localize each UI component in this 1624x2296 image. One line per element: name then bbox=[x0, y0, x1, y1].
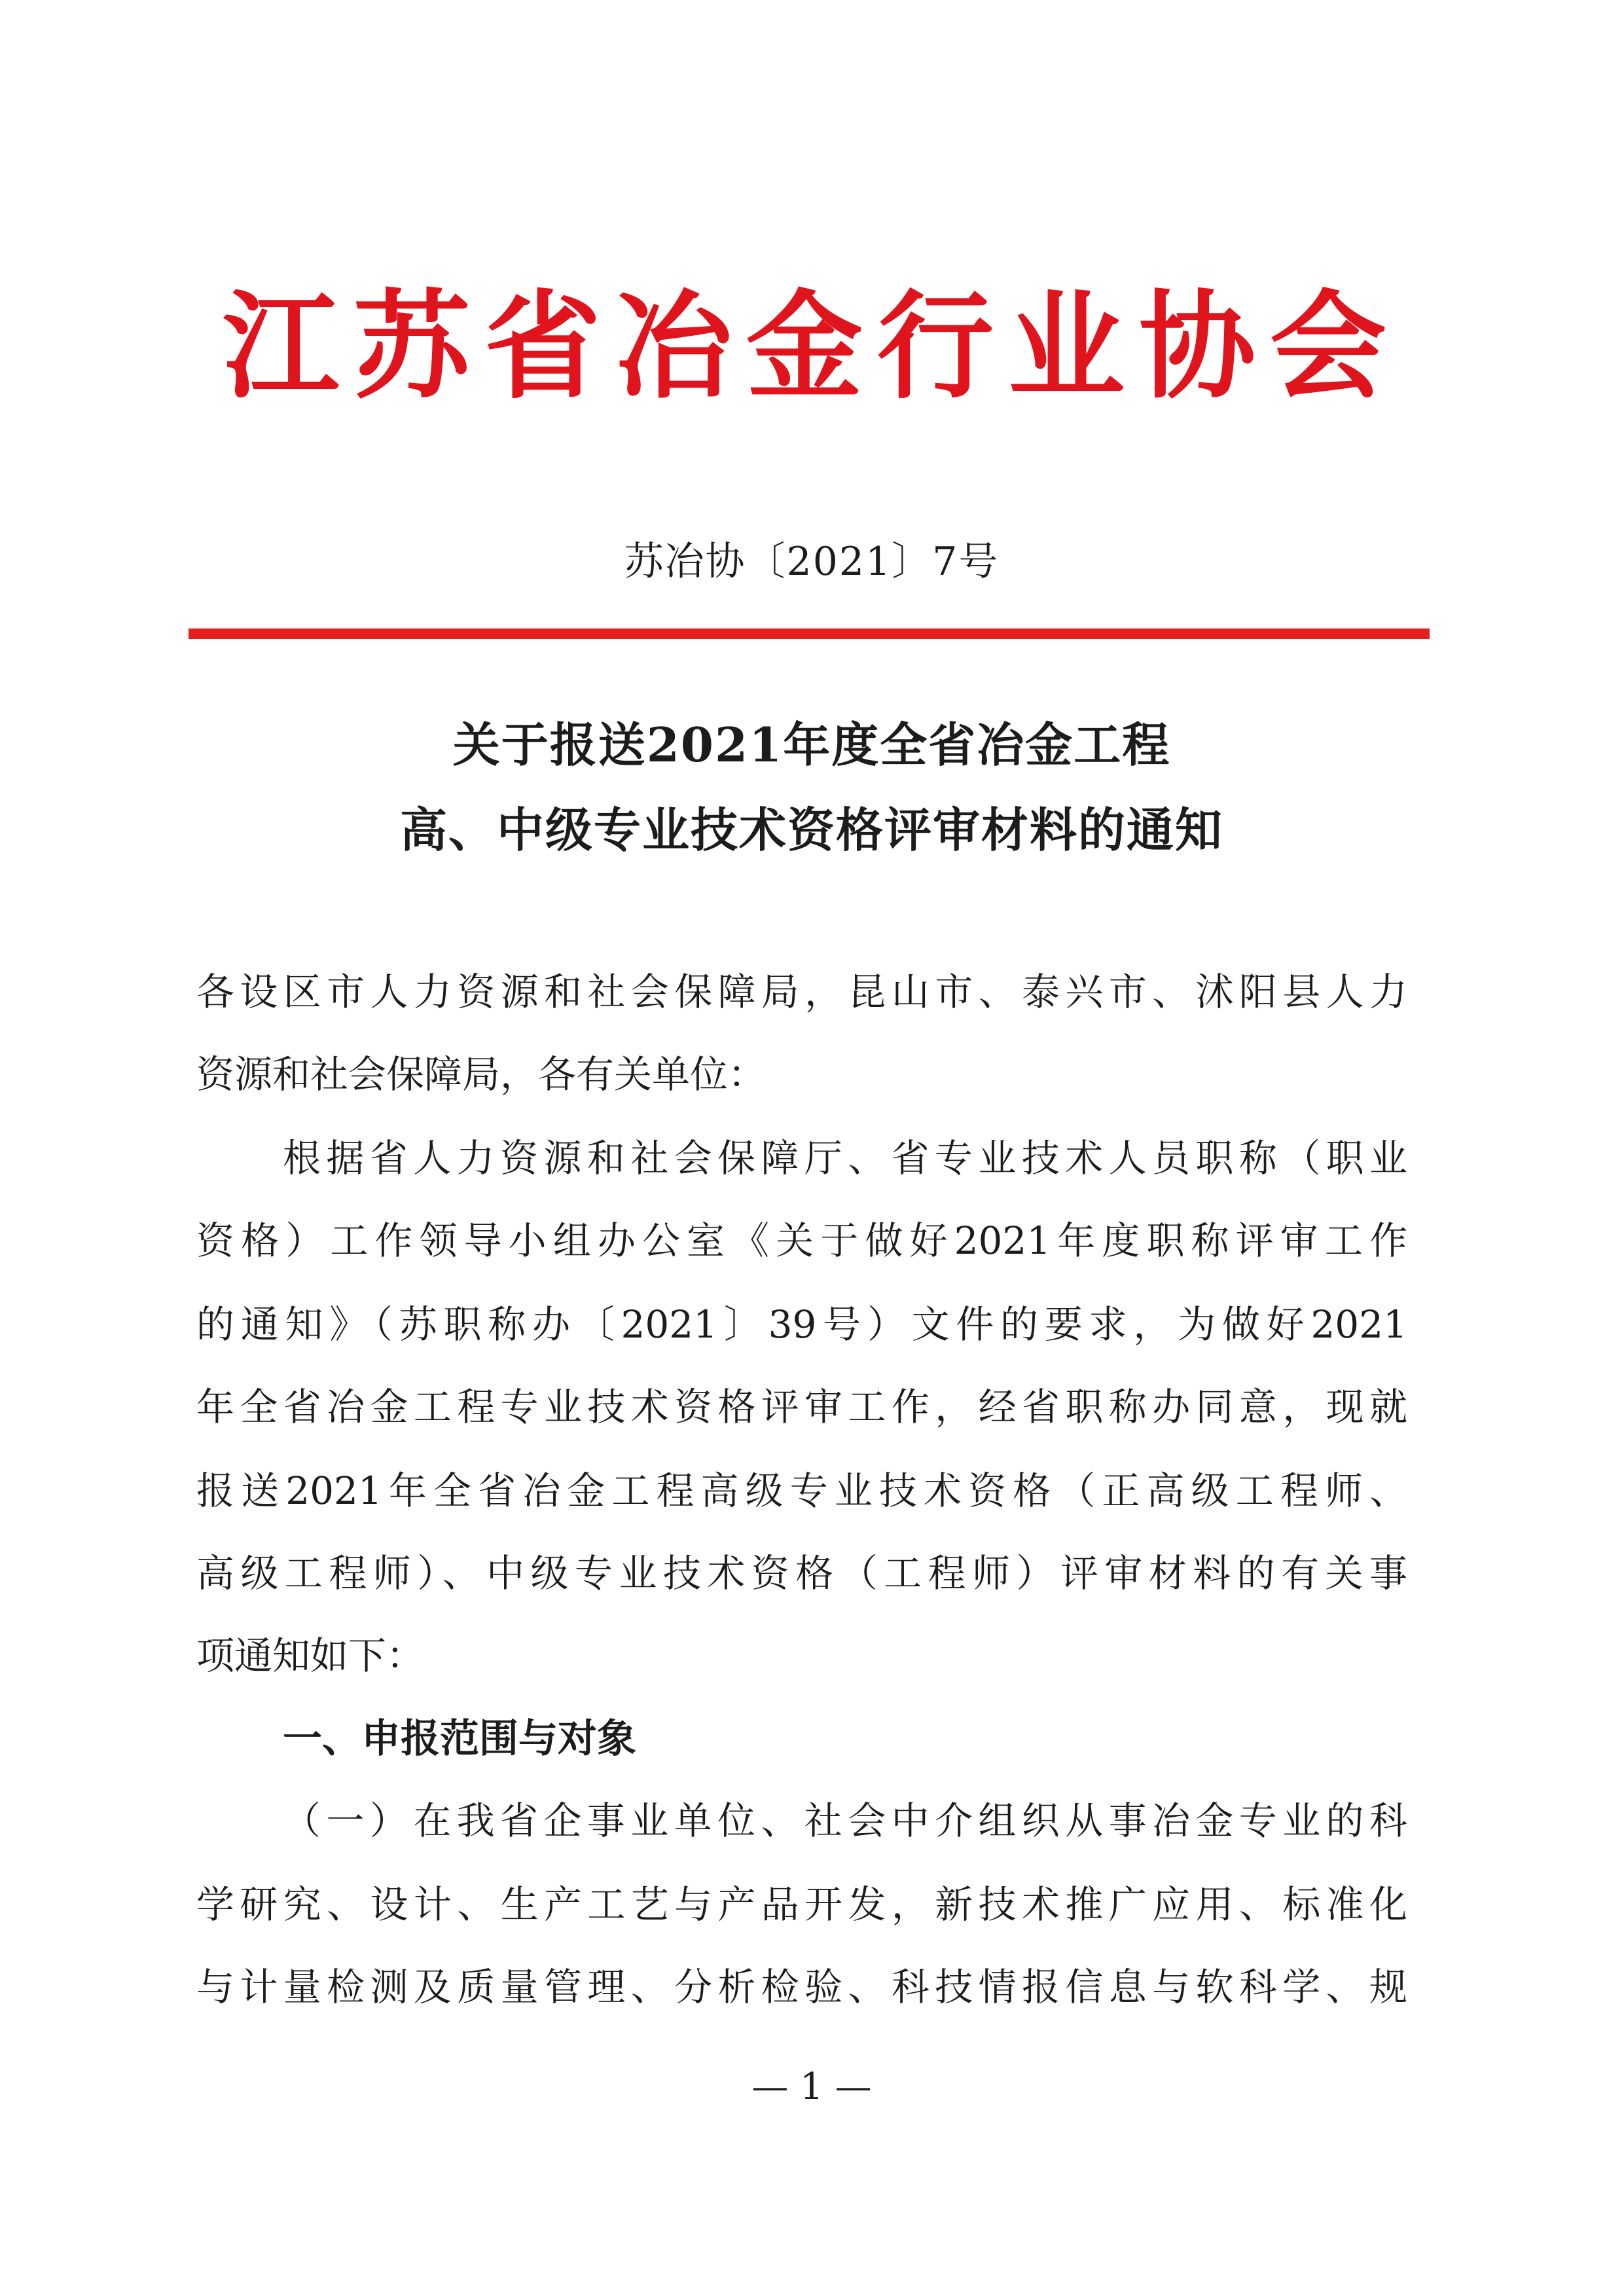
organization-masthead: 江苏省冶金行业协会 bbox=[223, 278, 1401, 414]
addressee-line: 各设区市人力资源和社会保障局，昆山市、泰兴市、沭阳县人力 bbox=[196, 970, 1407, 1014]
body-paragraph-line: 学研究、设计、生产工艺与产品开发，新技术推广应用、标准化 bbox=[196, 1882, 1407, 1927]
document-title-line-1: 关于报送2021年度全省冶金工程 bbox=[452, 717, 1171, 773]
body-paragraph-line: 高级工程师）、中级专业技术资格（工程师）评审材料的有关事 bbox=[196, 1551, 1407, 1595]
body-paragraph-line: 年全省冶金工程专业技术资格评审工作，经省职称办同意，现就 bbox=[196, 1385, 1407, 1429]
body-paragraph-line: 根据省人力资源和社会保障厅、省专业技术人员职称（职业 bbox=[283, 1136, 1407, 1180]
body-paragraph-line: 的通知》（苏职称办〔2021〕39号）文件的要求，为做好2021 bbox=[196, 1302, 1408, 1347]
body-paragraph-line: （一）在我省企事业单位、社会中介组织从事冶金专业的科 bbox=[283, 1798, 1407, 1843]
section-heading: 一、申报范围与对象 bbox=[283, 1716, 636, 1762]
addressee-line: 资源和社会保障局，各有关单位： bbox=[196, 1052, 767, 1097]
body-paragraph-line: 资格）工作领导小组办公室《关于做好2021年度职称评审工作 bbox=[196, 1218, 1407, 1263]
red-divider-rule bbox=[189, 629, 1430, 639]
document-title-line-2: 高、中级专业技术资格评审材料的通知 bbox=[399, 802, 1223, 858]
document-number: 苏冶协〔2021〕7号 bbox=[624, 539, 1000, 585]
page-number: — 1 — bbox=[751, 2066, 872, 2108]
body-paragraph-line: 项通知如下： bbox=[196, 1633, 425, 1678]
body-paragraph-line: 与计量检测及质量管理、分析检验、科技情报信息与软科学、规 bbox=[196, 1965, 1407, 2009]
body-paragraph-line: 报送2021年全省冶金工程高级专业技术资格（正高级工程师、 bbox=[196, 1468, 1407, 1513]
